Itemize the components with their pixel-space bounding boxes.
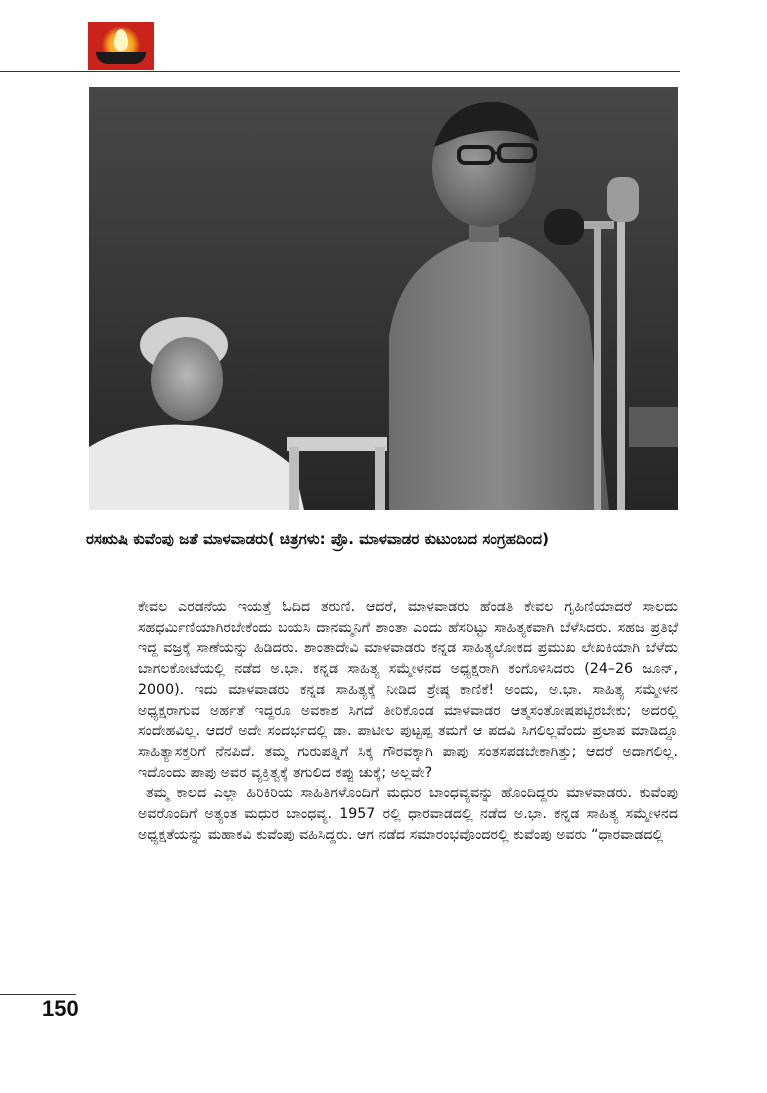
lamp-base [96,52,146,64]
photo-caption: ರಸಋಷಿ ಕುವೆಂಪು ಜತೆ ಮಾಳವಾಡರು( ಚಿತ್ರಗಳು: ಪ್ರೊ. ಮಾಳವಾಡರ ಕುಟುಂಬದ ಸಂಗ್ರಹದಿಂದ) [86,530,549,548]
page-number: 150 [42,996,79,1021]
photo-illustration [89,87,678,510]
footer-rule [0,994,76,995]
archival-photo [89,87,678,510]
oil-lamp-logo-icon [88,22,154,70]
lamp-flame [114,29,128,51]
paragraph: ಕೇವಲ ಎರಡನೆಯ ಇಯತ್ತೆ ಓದಿದ ತರುಣಿ. ಆದರೆ, ಮಾಳವಾಡರು ಹೆಂಡತಿ ಕೇವಲ ಗೃಹಿಣಿಯಾದರೆ ಸಾಲದು ಸಹಧರ್ಮಿಣಿಯಾಗಿರಬೇಕೆಂದು ಬಯಸಿ ದಾನಮ್ಮನಿಗೆ ಶಾಂತಾ ಎಂದು ಹೆಸರಿಟ್ಟು ಸಾಹಿತ್ಯಕವಾಗಿ ಬೆಳೆಸಿದರು. ಸಹಜ ಪ್ರತಿಭೆ ಇದ್ದ ವಜ್ರಕ್ಕೆ ಸಾಣೆಯನ್ನು ಹಿಡಿದರು. ಶಾಂತಾದೇವಿ ಮಾಳವಾಡರು ಕನ್ನಡ ಸಾಹಿತ್ಯಲೋಕದ ಪ್ರಮುಖ ಲೇಖಕಿಯಾಗಿ ಬೆಳೆದು ಬಾಗಲಕೋಟೆಯಲ್ಲಿ ನಡೆದ ಅ.ಭಾ. ಕನ್ನಡ ಸಾಹಿತ್ಯ ಸಮ್ಮೇಳನದ ಅಧ್ಯಕ್ಷರಾಗಿ ಕಂಗೊಳಿಸಿದರು (24–26 ಜೂನ್, 2000). ಇದು ಮಾಳವಾಡರು ಕನ್ನಡ ಸಾಹಿತ್ಯಕ್ಕೆ ನೀಡಿದ ಶ್ರೇಷ್ಠ ಕಾಣಿಕೆ! ಅಂದು, ಅ.ಭಾ. ಸಾಹಿತ್ಯ ಸಮ್ಮೇಳನ ಅಧ್ಯಕ್ಷರಾಗುವ ಅರ್ಹತೆ ಇದ್ದರೂ ಅವಕಾಶ ಸಿಗದೆ ತೀರಿಕೊಂಡ ಮಾಳವಾಡರ ಆತ್ಮಸಂತೋಷಪಟ್ಟಿರಬೇಕು; ಅದರಲ್ಲಿ ಸಂದೇಹವಿಲ್ಲ. ಆದರೆ ಅದೇ ಸಂದರ್ಭದಲ್ಲಿ ಡಾ. ಪಾಟೀಲ ಪುಟ್ಟಪ್ಪ ತಮಗೆ ಆ ಪದವಿ ಸಿಗಲಿಲ್ಲವೆಂದು ಪ್ರಲಾಪ ಮಾಡಿದ್ದೂ ಸಾಹಿತ್ಯಾಸಕ್ತರಿಗೆ ನೆನಪಿದೆ. ತಮ್ಮ ಗುರುಪತ್ನಿಗೆ ಸಿಕ್ಕ ಗೌರವಕ್ಕಾಗಿ ಪಾಪು ಸಂತಸಪಡಬೇಕಾಗಿತ್ತು; ಆದರೆ ಅದಾಗಲಿಲ್ಲ. ಇದೊಂದು ಪಾಪು ಅವರ ವ್ಯಕ್ತಿತ್ವಕ್ಕೆ ತಗುಲಿದ ಕಪ್ಪು ಚುಕ್ಕೆ; ಅಲ್ಲವೇ? [138,599,678,781]
article-body [138,597,678,845]
paragraph: ತಮ್ಮ ಕಾಲದ ಎಲ್ಲಾ ಹಿರಿಕಿರಿಯ ಸಾಹಿತಿಗಳೊಂದಿಗೆ ಮಧುರ ಬಾಂಧವ್ಯವನ್ನು ಹೊಂದಿದ್ದರು ಮಾಳವಾಡರು. ಕುವೆಂಪು ಅವರೊಂದಿಗೆ ಅತ್ಯಂತ ಮಧುರ ಬಾಂಧವ್ಯ. 1957 ರಲ್ಲಿ ಧಾರವಾಡದಲ್ಲಿ ನಡೆದ ಅ.ಭಾ. ಕನ್ನಡ ಸಾಹಿತ್ಯ ಸಮ್ಮೇಳನದ ಅಧ್ಯಕ್ಷತೆಯನ್ನು ಮಹಾಕವಿ ಕುವೆಂಪು ವಹಿಸಿದ್ದರು. ಆಗ ನಡೆದ ಸಮಾರಂಭವೊಂದರಲ್ಲಿ ಕುವೆಂಪು ಅವರು “ಧಾರವಾಡದಲ್ಲಿ [138,785,678,843]
header-rule [0,71,680,72]
